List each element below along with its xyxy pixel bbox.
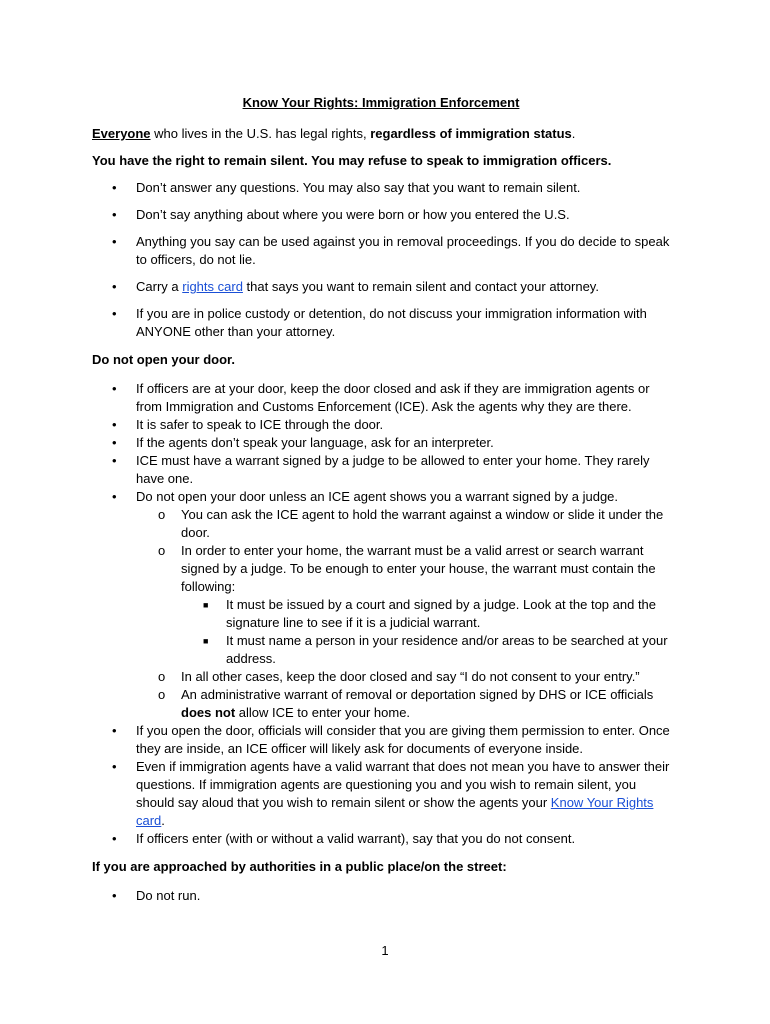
list-item-text: Even if immigration agents have a valid warrant that does not mean you have to answer their questions. If immigration agents are questioning you and you wish to remain silent, you should say aloud that you wish to remain silent or show the agents your xyxy=(136,759,670,810)
intro-bold: regardless of immigration status xyxy=(370,126,572,141)
circle-bullet-icon: o xyxy=(158,543,166,558)
list-item-text: If you are in police custody or detention, do not discuss your immigration information with ANYONE other than your attorney. xyxy=(136,306,647,339)
bullet-icon: • xyxy=(112,417,117,432)
list-item-text: If you open the door, officials will consider that you are giving them permission to enter. Once they are inside, an ICE officer will likely ask for documents of everyone inside. xyxy=(136,723,670,756)
bullet-icon: • xyxy=(112,381,117,396)
square-bullet-icon: ■ xyxy=(203,636,209,646)
list-item xyxy=(92,434,670,452)
intro-end: . xyxy=(571,126,576,141)
bullet-icon: • xyxy=(112,888,117,903)
list-item xyxy=(92,233,670,269)
list-item xyxy=(92,488,670,722)
list-item-text: If officers are at your door, keep the door closed and ask if they are immigration agents or from Immigration and Customs Enforcement (ICE). Ask the agents why they are there. xyxy=(136,381,650,414)
circle-bullet-icon: o xyxy=(158,687,166,702)
intro-paragraph xyxy=(92,125,670,143)
know-your-rights-card-link[interactable]: Know Your Rights card xyxy=(136,795,654,828)
section-heading-silent: You have the right to remain silent. You may refuse to speak to immigration officers. xyxy=(92,153,612,168)
list-item-text: Don’t say anything about where you were born or how you entered the U.S. xyxy=(136,207,570,222)
bullet-icon: • xyxy=(112,723,117,738)
list-item xyxy=(92,416,670,434)
sub-list-item xyxy=(136,542,670,668)
silent-rights-list xyxy=(92,179,670,341)
list-item-text: . xyxy=(161,813,165,828)
sub-list-item-text: In all other cases, keep the door closed and say “I do not consent to your entry.” xyxy=(181,669,640,684)
warrant-requirements-list xyxy=(181,596,670,668)
sub-sub-list-item xyxy=(181,632,670,668)
sub-list-item-text: allow ICE to enter your home. xyxy=(235,705,411,720)
list-item-text: Don’t answer any questions. You may also say that you want to remain silent. xyxy=(136,180,581,195)
list-item xyxy=(92,722,670,758)
warrant-sublist xyxy=(136,506,670,722)
sub-list-item xyxy=(136,668,670,686)
list-item xyxy=(92,380,670,416)
sub-sub-list-item xyxy=(181,596,670,632)
page-number: 1 xyxy=(381,943,389,958)
list-item-text: ICE must have a warrant signed by a judge to be allowed to enter your home. They rarely have one. xyxy=(136,453,650,486)
list-item xyxy=(92,305,670,341)
list-item-text: Do not run. xyxy=(136,888,201,903)
bullet-icon: • xyxy=(112,759,117,774)
square-bullet-icon: ■ xyxy=(203,600,209,610)
sub-list-item-text: In order to enter your home, the warrant must be a valid arrest or search warrant signed by a judge. To be enough to enter your house, the warrant must contain the following: xyxy=(181,543,656,594)
intro-everyone: Everyone xyxy=(92,126,151,141)
bullet-icon: • xyxy=(112,234,117,249)
bullet-icon: • xyxy=(112,207,117,222)
bullet-icon: • xyxy=(112,453,117,468)
sub-sub-list-item-text: It must name a person in your residence and/or areas to be searched at your address. xyxy=(226,633,668,666)
circle-bullet-icon: o xyxy=(158,669,166,684)
list-item-text: If the agents don’t speak your language, ask for an interpreter. xyxy=(136,435,494,450)
bullet-icon: • xyxy=(112,435,117,450)
list-item-text: Do not open your door unless an ICE agent shows you a warrant signed by a judge. xyxy=(136,489,619,504)
bullet-icon: • xyxy=(112,279,117,294)
bullet-icon: • xyxy=(112,180,117,195)
list-item xyxy=(92,887,670,905)
list-item-text: If officers enter (with or without a valid warrant), say that you do not consent. xyxy=(136,831,576,846)
sub-list-item xyxy=(136,506,670,542)
circle-bullet-icon: o xyxy=(158,507,166,522)
emphasis-text: does not xyxy=(181,705,236,720)
list-item xyxy=(92,179,670,197)
list-item-text: that says you want to remain silent and contact your attorney. xyxy=(242,279,599,294)
list-item-text: Carry a xyxy=(136,279,183,294)
rights-card-link[interactable]: rights card xyxy=(182,279,243,294)
list-item xyxy=(92,758,670,830)
list-item-text: It is safer to speak to ICE through the door. xyxy=(136,417,384,432)
public-rights-list xyxy=(92,887,670,905)
bullet-icon: • xyxy=(112,831,117,846)
bullet-icon: • xyxy=(112,489,117,504)
section-heading-public: If you are approached by authorities in a public place/on the street: xyxy=(92,859,507,874)
bullet-icon: • xyxy=(112,306,117,321)
sub-list-item xyxy=(136,686,670,722)
list-item xyxy=(92,278,670,296)
page-title: Know Your Rights: Immigration Enforcement xyxy=(242,95,520,110)
sub-sub-list-item-text: It must be issued by a court and signed by a judge. Look at the top and the signature line to see if it is a judicial warrant. xyxy=(226,597,657,630)
section-heading-door: Do not open your door. xyxy=(92,352,235,367)
intro-middle: who lives in the U.S. has legal rights, xyxy=(150,126,371,141)
list-item xyxy=(92,206,670,224)
list-item-text: Anything you say can be used against you in removal proceedings. If you do decide to speak to officers, do not lie. xyxy=(136,234,670,267)
sub-list-item-text: An administrative warrant of removal or deportation signed by DHS or ICE officials xyxy=(181,687,654,702)
sub-list-item-text: You can ask the ICE agent to hold the warrant against a window or slide it under the door. xyxy=(181,507,664,540)
list-item xyxy=(92,452,670,488)
list-item xyxy=(92,830,670,848)
door-rights-list xyxy=(92,380,670,848)
